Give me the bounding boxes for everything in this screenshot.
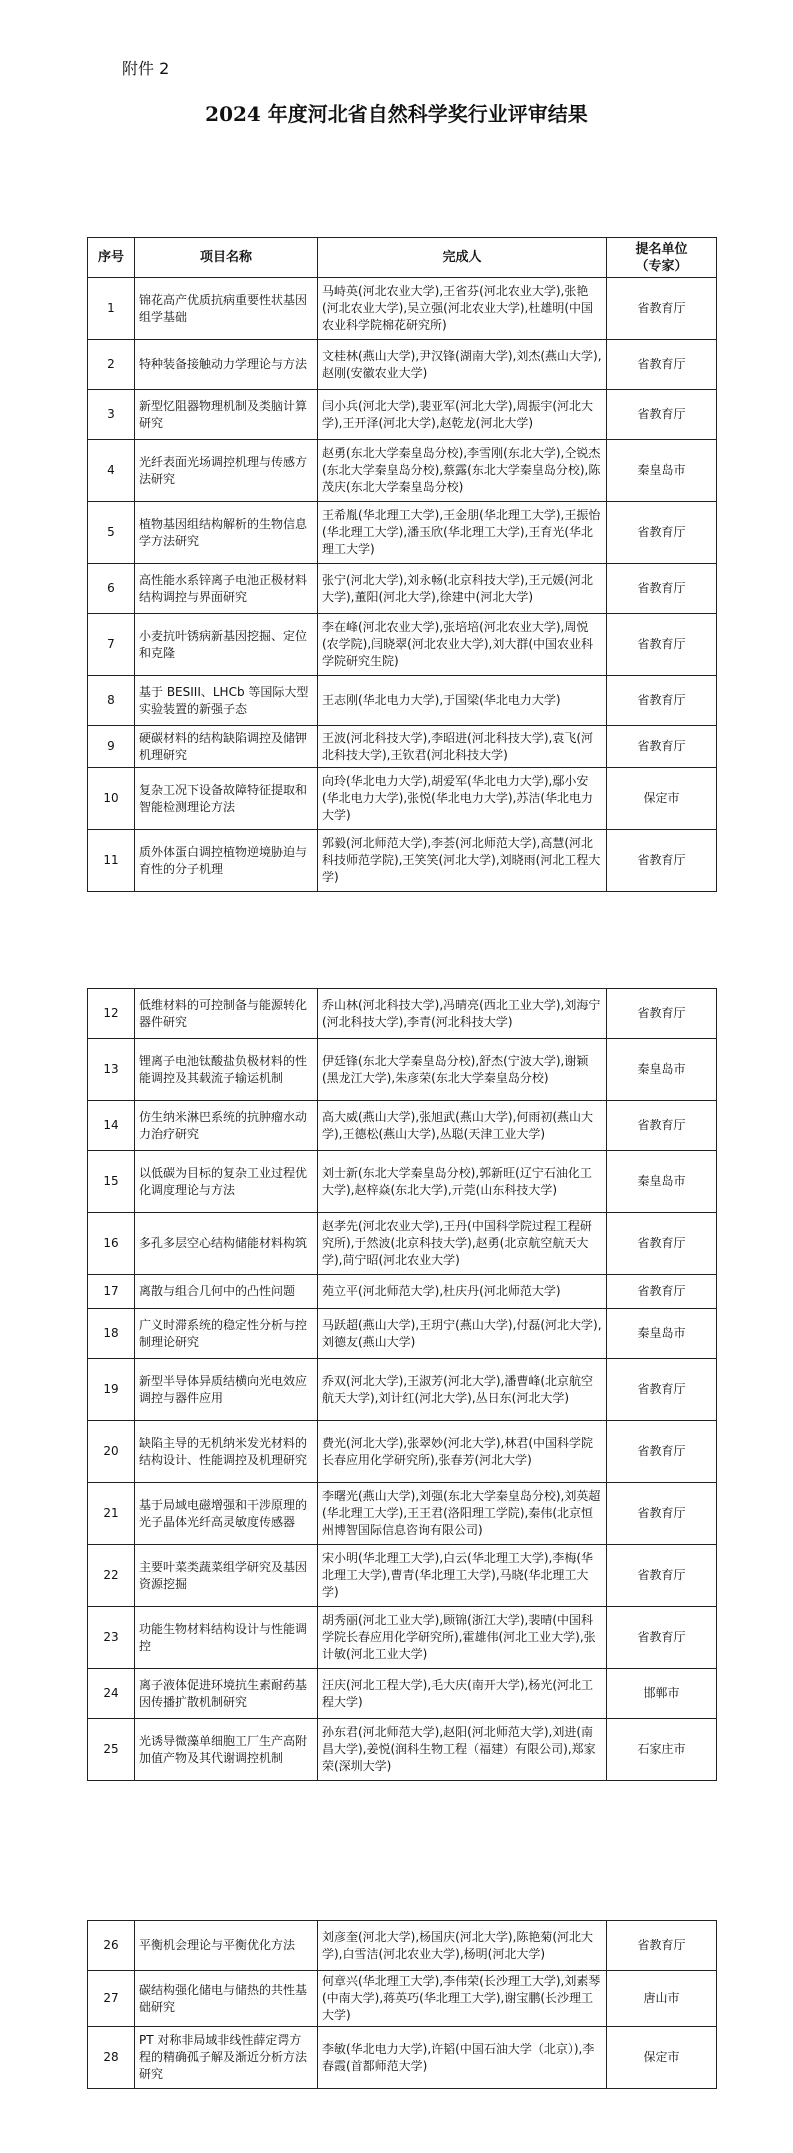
completers: 赵孝先(河北农业大学),王丹(中国科学院过程工程研究所),于然波(北京科技大学),赵勇(北京航空航天大学),苘宁昭(河北农业大学) — [318, 1213, 607, 1275]
header-no: 序号 — [88, 238, 135, 278]
nominating-unit: 省教育厅 — [607, 502, 717, 564]
project-name: 锂离子电池钛酸盐负极材料的性能调控及其载流子输运机制 — [135, 1039, 318, 1101]
table3-body — [88, 1921, 717, 2089]
nominating-unit: 省教育厅 — [607, 278, 717, 340]
table-row — [88, 1971, 717, 2027]
row-number: 5 — [88, 502, 135, 564]
row-number: 8 — [88, 676, 135, 726]
nominating-unit: 省教育厅 — [607, 1359, 717, 1421]
nominating-unit: 省教育厅 — [607, 390, 717, 440]
row-number: 1 — [88, 278, 135, 340]
completers: 郭毅(河北师范大学),李荟(河北师范大学),高慧(河北科技师范学院),王笑笑(河北大学),刘晓雨(河北工程大学) — [318, 830, 607, 892]
row-number: 7 — [88, 614, 135, 676]
nominating-unit: 保定市 — [607, 768, 717, 830]
project-name: 仿生纳米淋巴系统的抗肿瘤水动力治疗研究 — [135, 1101, 318, 1151]
completers: 刘彦奎(河北大学),杨国庆(河北大学),陈艳菊(河北大学),白雪洁(河北农业大学),杨明(河北大学) — [318, 1921, 607, 1971]
project-name: 以低碳为目标的复杂工业过程优化调度理论与方法 — [135, 1151, 318, 1213]
results-table-3 — [87, 1920, 717, 2089]
completers: 王希胤(华北理工大学),王金朋(华北理工大学),王振怡(华北理工大学),潘玉欣(华北理工大学),王育光(华北理工大学) — [318, 502, 607, 564]
table-row — [88, 340, 717, 390]
nominating-unit: 邯郸市 — [607, 1669, 717, 1719]
row-number: 19 — [88, 1359, 135, 1421]
completers: 赵勇(东北大学秦皇岛分校),李雪刚(东北大学),仝锐杰(东北大学秦皇岛分校),蔡露(东北大学秦皇岛分校),陈茂庆(东北大学秦皇岛分校) — [318, 440, 607, 502]
project-name: 主要叶菜类蔬菜组学研究及基因资源挖掘 — [135, 1545, 318, 1607]
row-number: 22 — [88, 1545, 135, 1607]
row-number: 18 — [88, 1309, 135, 1359]
table-row — [88, 440, 717, 502]
attachment-label: 附件 2 — [122, 59, 170, 78]
completers: 苑立平(河北师范大学),杜庆丹(河北师范大学) — [318, 1275, 607, 1309]
project-name: 低维材料的可控制备与能源转化器件研究 — [135, 989, 318, 1039]
table-row — [88, 726, 717, 768]
table-row — [88, 1669, 717, 1719]
completers: 乔山林(河北科技大学),冯晴亮(西北工业大学),刘海宁(河北科技大学),李青(河北科技大学) — [318, 989, 607, 1039]
table-row — [88, 1039, 717, 1101]
row-number: 6 — [88, 564, 135, 614]
table-row — [88, 1921, 717, 1971]
header-people: 完成人 — [318, 238, 607, 278]
table-row — [88, 1309, 717, 1359]
project-name: PT 对称非局域非线性薛定谔方程的精确孤子解及渐近分析方法研究 — [135, 2027, 318, 2089]
row-number: 24 — [88, 1669, 135, 1719]
table-row — [88, 278, 717, 340]
table-row — [88, 1213, 717, 1275]
table-row — [88, 614, 717, 676]
row-number: 9 — [88, 726, 135, 768]
completers: 王志刚(华北电力大学),于国梁(华北电力大学) — [318, 676, 607, 726]
table-row — [88, 1101, 717, 1151]
project-name: 功能生物材料结构设计与性能调控 — [135, 1607, 318, 1669]
nominating-unit: 省教育厅 — [607, 1213, 717, 1275]
project-name: 锦花高产优质抗病重要性状基因组学基础 — [135, 278, 318, 340]
completers: 汪庆(河北工程大学),毛大庆(南开大学),杨光(河北工程大学) — [318, 1669, 607, 1719]
project-name: 碳结构强化储电与储热的共性基础研究 — [135, 1971, 318, 2027]
table-row — [88, 1359, 717, 1421]
project-name: 硬碳材料的结构缺陷调控及储钾机理研究 — [135, 726, 318, 768]
table-row — [88, 1607, 717, 1669]
nominating-unit: 唐山市 — [607, 1971, 717, 2027]
project-name: 小麦抗叶锈病新基因挖掘、定位和克隆 — [135, 614, 318, 676]
project-name: 质外体蛋白调控植物逆境胁迫与育性的分子机理 — [135, 830, 318, 892]
nominating-unit: 省教育厅 — [607, 1545, 717, 1607]
project-name: 光纤表面光场调控机理与传感方法研究 — [135, 440, 318, 502]
row-number: 13 — [88, 1039, 135, 1101]
completers: 乔双(河北大学),王淑芳(河北大学),潘曹峰(北京航空航天大学),刘计红(河北大学),丛日东(河北大学) — [318, 1359, 607, 1421]
completers: 何章兴(华北理工大学),李伟荣(长沙理工大学),刘素琴(中南大学),蒋英巧(华北理工大学),谢宝鹏(长沙理工大学) — [318, 1971, 607, 2027]
row-number: 23 — [88, 1607, 135, 1669]
completers: 费光(河北大学),张翠妙(河北大学),林君(中国科学院长春应用化学研究所),张春芳(河北大学) — [318, 1421, 607, 1483]
completers: 文桂林(燕山大学),尹汉锋(湖南大学),刘杰(燕山大学),赵刚(安徽农业大学) — [318, 340, 607, 390]
row-number: 15 — [88, 1151, 135, 1213]
table-row — [88, 1421, 717, 1483]
project-name: 复杂工况下设备故障特征提取和智能检测理论方法 — [135, 768, 318, 830]
project-name: 多孔多层空心结构储能材料构筑 — [135, 1213, 318, 1275]
project-name: 基于局域电磁增强和干涉原理的光子晶体光纤高灵敏度传感器 — [135, 1483, 318, 1545]
completers: 伊廷锋(东北大学秦皇岛分校),舒杰(宁波大学),谢颖(黑龙江大学),朱彦荣(东北大学秦皇岛分校) — [318, 1039, 607, 1101]
completers: 闫小兵(河北大学),裴亚军(河北大学),周振宇(河北大学),王开泽(河北大学),赵乾龙(河北大学) — [318, 390, 607, 440]
nominating-unit: 省教育厅 — [607, 1607, 717, 1669]
nominating-unit: 秦皇岛市 — [607, 1039, 717, 1101]
completers: 高大威(燕山大学),张旭武(燕山大学),何雨初(燕山大学),王德松(燕山大学),丛聪(天津工业大学) — [318, 1101, 607, 1151]
results-table-2 — [87, 988, 717, 1781]
header-project: 项目名称 — [135, 238, 318, 278]
table-row — [88, 768, 717, 830]
project-name: 新型半导体异质结横向光电效应调控与器件应用 — [135, 1359, 318, 1421]
nominating-unit: 省教育厅 — [607, 1101, 717, 1151]
project-name: 广义时滞系统的稳定性分析与控制理论研究 — [135, 1309, 318, 1359]
table-row — [88, 830, 717, 892]
project-name: 新型忆阻器物理机制及类脑计算研究 — [135, 390, 318, 440]
row-number: 11 — [88, 830, 135, 892]
project-name: 离子液体促进环境抗生素耐药基因传播扩散机制研究 — [135, 1669, 318, 1719]
nominating-unit: 省教育厅 — [607, 1921, 717, 1971]
nominating-unit: 秦皇岛市 — [607, 1151, 717, 1213]
table-row — [88, 502, 717, 564]
table2-body — [88, 989, 717, 1781]
header-unit: 提名单位 （专家） — [607, 238, 717, 278]
table-row — [88, 1151, 717, 1213]
nominating-unit: 保定市 — [607, 2027, 717, 2089]
row-number: 21 — [88, 1483, 135, 1545]
table-row — [88, 1275, 717, 1309]
completers: 胡秀丽(河北工业大学),顾锦(浙江大学),裴晴(中国科学院长春应用化学研究所),霍雄伟(河北工业大学),张计敏(河北工业大学) — [318, 1607, 607, 1669]
nominating-unit: 省教育厅 — [607, 614, 717, 676]
table-row — [88, 676, 717, 726]
nominating-unit: 省教育厅 — [607, 564, 717, 614]
row-number: 25 — [88, 1719, 135, 1781]
project-name: 植物基因组结构解析的生物信息学方法研究 — [135, 502, 318, 564]
row-number: 4 — [88, 440, 135, 502]
row-number: 2 — [88, 340, 135, 390]
completers: 马峙英(河北农业大学),王省芬(河北农业大学),张艳(河北农业大学),吴立强(河北农业大学),杜雄明(中国农业科学院棉花研究所) — [318, 278, 607, 340]
nominating-unit: 省教育厅 — [607, 726, 717, 768]
completers: 孙东君(河北师范大学),赵阳(河北师范大学),刘进(南昌大学),姜悦(润科生物工程（福建）有限公司),郑家荣(深圳大学) — [318, 1719, 607, 1781]
row-number: 27 — [88, 1971, 135, 2027]
project-name: 高性能水系锌离子电池正极材料结构调控与界面研究 — [135, 564, 318, 614]
table-row — [88, 564, 717, 614]
project-name: 缺陷主导的无机纳米发光材料的结构设计、性能调控及机理研究 — [135, 1421, 318, 1483]
nominating-unit: 省教育厅 — [607, 1483, 717, 1545]
nominating-unit: 省教育厅 — [607, 340, 717, 390]
row-number: 17 — [88, 1275, 135, 1309]
completers: 李曙光(燕山大学),刘强(东北大学秦皇岛分校),刘英超(华北理工大学),王王君(洛阳理工学院),秦伟(北京恒州博智国际信息咨询有限公司) — [318, 1483, 607, 1545]
row-number: 16 — [88, 1213, 135, 1275]
table-row — [88, 1719, 717, 1781]
project-name: 离散与组合几何中的凸性问题 — [135, 1275, 318, 1309]
row-number: 14 — [88, 1101, 135, 1151]
completers: 马跃超(燕山大学),王玥宁(燕山大学),付磊(河北大学),刘德友(燕山大学) — [318, 1309, 607, 1359]
page-title: 2024 年度河北省自然科学奖行业评审结果 — [205, 102, 588, 126]
table-row — [88, 1545, 717, 1607]
table-header-row — [88, 238, 717, 278]
nominating-unit: 秦皇岛市 — [607, 1309, 717, 1359]
nominating-unit: 省教育厅 — [607, 1275, 717, 1309]
results-table-1 — [87, 237, 717, 892]
nominating-unit: 省教育厅 — [607, 830, 717, 892]
table-row — [88, 989, 717, 1039]
row-number: 10 — [88, 768, 135, 830]
completers: 宋小明(华北理工大学),白云(华北理工大学),李梅(华北理工大学),曹青(华北理工大学),马晓(华北理工大学) — [318, 1545, 607, 1607]
completers: 刘士新(东北大学秦皇岛分校),郭新旺(辽宁石油化工大学),赵梓焱(东北大学),亓莞(山东科技大学) — [318, 1151, 607, 1213]
completers: 王波(河北科技大学),李昭进(河北科技大学),袁飞(河北科技大学),王钦君(河北科技大学) — [318, 726, 607, 768]
completers: 向玲(华北电力大学),胡爱军(华北电力大学),鄢小安(华北电力大学),张悦(华北电力大学),苏洁(华北电力大学) — [318, 768, 607, 830]
row-number: 3 — [88, 390, 135, 440]
table1-body — [88, 278, 717, 892]
table-row — [88, 2027, 717, 2089]
row-number: 28 — [88, 2027, 135, 2089]
row-number: 12 — [88, 989, 135, 1039]
nominating-unit: 省教育厅 — [607, 989, 717, 1039]
row-number: 26 — [88, 1921, 135, 1971]
nominating-unit: 省教育厅 — [607, 1421, 717, 1483]
completers: 张宁(河北大学),刘永畅(北京科技大学),王元媛(河北大学),董阳(河北大学),徐建中(河北大学) — [318, 564, 607, 614]
completers: 李敏(华北电力大学),许韬(中国石油大学（北京）),李春霞(首都师范大学) — [318, 2027, 607, 2089]
nominating-unit: 秦皇岛市 — [607, 440, 717, 502]
completers: 李在峰(河北农业大学),张培培(河北农业大学),周悦(农学院),闫晓翠(河北农业大学),刘大群(中国农业科学院研究生院) — [318, 614, 607, 676]
project-name: 光诱导微藻单细胞工厂生产高附加值产物及其代谢调控机制 — [135, 1719, 318, 1781]
project-name: 特种装备接触动力学理论与方法 — [135, 340, 318, 390]
nominating-unit: 石家庄市 — [607, 1719, 717, 1781]
project-name: 平衡机会理论与平衡优化方法 — [135, 1921, 318, 1971]
row-number: 20 — [88, 1421, 135, 1483]
project-name: 基于 BESIII、LHCb 等国际大型实验装置的新强子态 — [135, 676, 318, 726]
table-row — [88, 1483, 717, 1545]
nominating-unit: 省教育厅 — [607, 676, 717, 726]
table-row — [88, 390, 717, 440]
